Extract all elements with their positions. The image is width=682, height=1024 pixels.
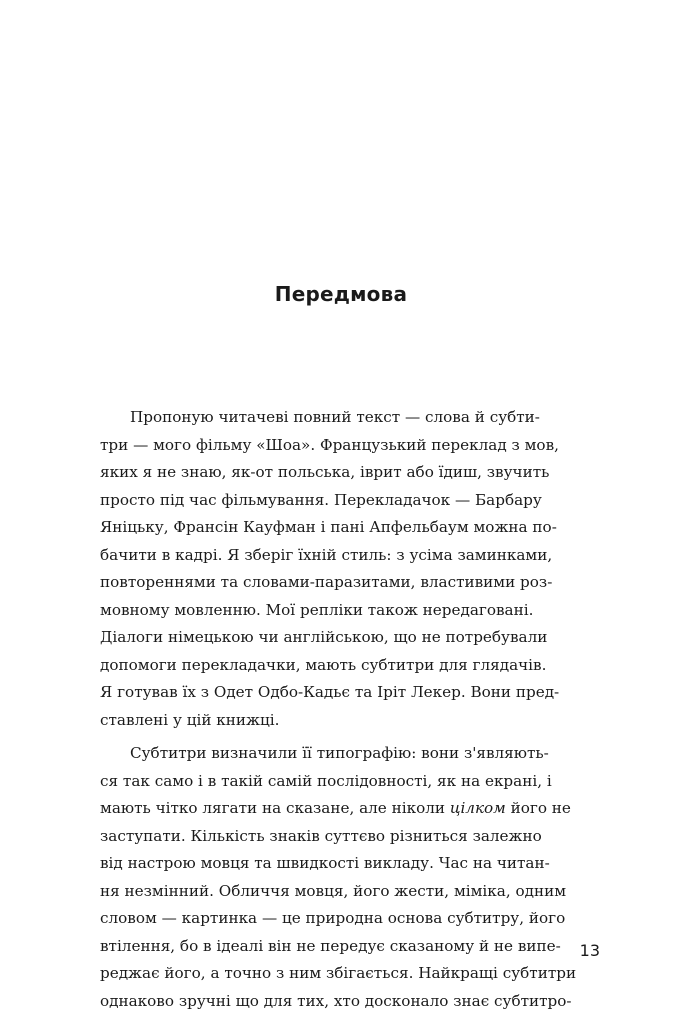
text-fragment: його не xyxy=(505,799,571,817)
text-line: мовному мовленню. Мої репліки також нередаговані. xyxy=(100,600,534,619)
text-line: Пропоную читачеві повний текст — слова й субти- xyxy=(130,408,540,426)
text-line: Я готував їх з Одет Одбо-Кадьє та Іріт Лекер. Вони пред- xyxy=(100,683,560,701)
text-line: Діалоги німецькою чи англійською, що не потребували xyxy=(100,628,548,646)
page-number: 13 xyxy=(579,941,600,960)
text-line: повтореннями та словами-паразитами, властивими роз- xyxy=(100,573,553,591)
text-line: ня незмінний. Обличчя мовця, його жести, міміка, одним xyxy=(100,881,567,900)
text-line: від настрою мовця та швидкості викладу. Час на читан- xyxy=(100,854,550,872)
text-fragment: мають чітко лягати на сказане, але ніколи xyxy=(100,799,450,817)
text-line: реджає його, а точно з ним збігається. Найкращі субтитри xyxy=(100,964,577,982)
italic-word: цілком xyxy=(449,799,506,817)
text-line: Субтитри визначили її типографію: вони з'являють- xyxy=(130,744,549,762)
paragraph-2 xyxy=(100,740,598,1015)
text-line: ся так само і в такій самій послідовності, як на екрані, і xyxy=(100,771,552,790)
text-line: яких я не знаю, як-от польська, іврит або їдиш, звучить xyxy=(100,463,550,481)
body-text xyxy=(100,404,598,1021)
text-line: допомоги перекладачки, мають субтитри для глядачів. xyxy=(100,655,547,674)
text-line: Яніцьку, Франсін Кауфман і пані Апфельбаум можна по- xyxy=(100,518,557,536)
chapter-title: Передмова xyxy=(274,282,408,306)
text-line: три — мого фільму «Шоа». Французький переклад з мов, xyxy=(100,435,559,454)
paragraph-1 xyxy=(100,404,598,734)
text-line: втілення, бо в ідеалі він не передує сказаному й не випе- xyxy=(100,936,561,955)
text-line: однаково зручні що для тих, хто досконало знає субтитро- xyxy=(100,991,572,1010)
text-line: бачити в кадрі. Я зберіг їхній стиль: з усіма заминками, xyxy=(100,545,553,564)
text-line-with-italic xyxy=(100,795,598,823)
text-line: словом — картинка — це природна основа субтитру, його xyxy=(100,909,566,927)
text-line: заступати. Кількість знаків суттєво різниться залежно xyxy=(100,826,542,845)
text-line: ставлені у цій книжці. xyxy=(100,710,280,729)
text-line: просто під час фільмування. Перекладачок — Барбару xyxy=(100,490,542,509)
